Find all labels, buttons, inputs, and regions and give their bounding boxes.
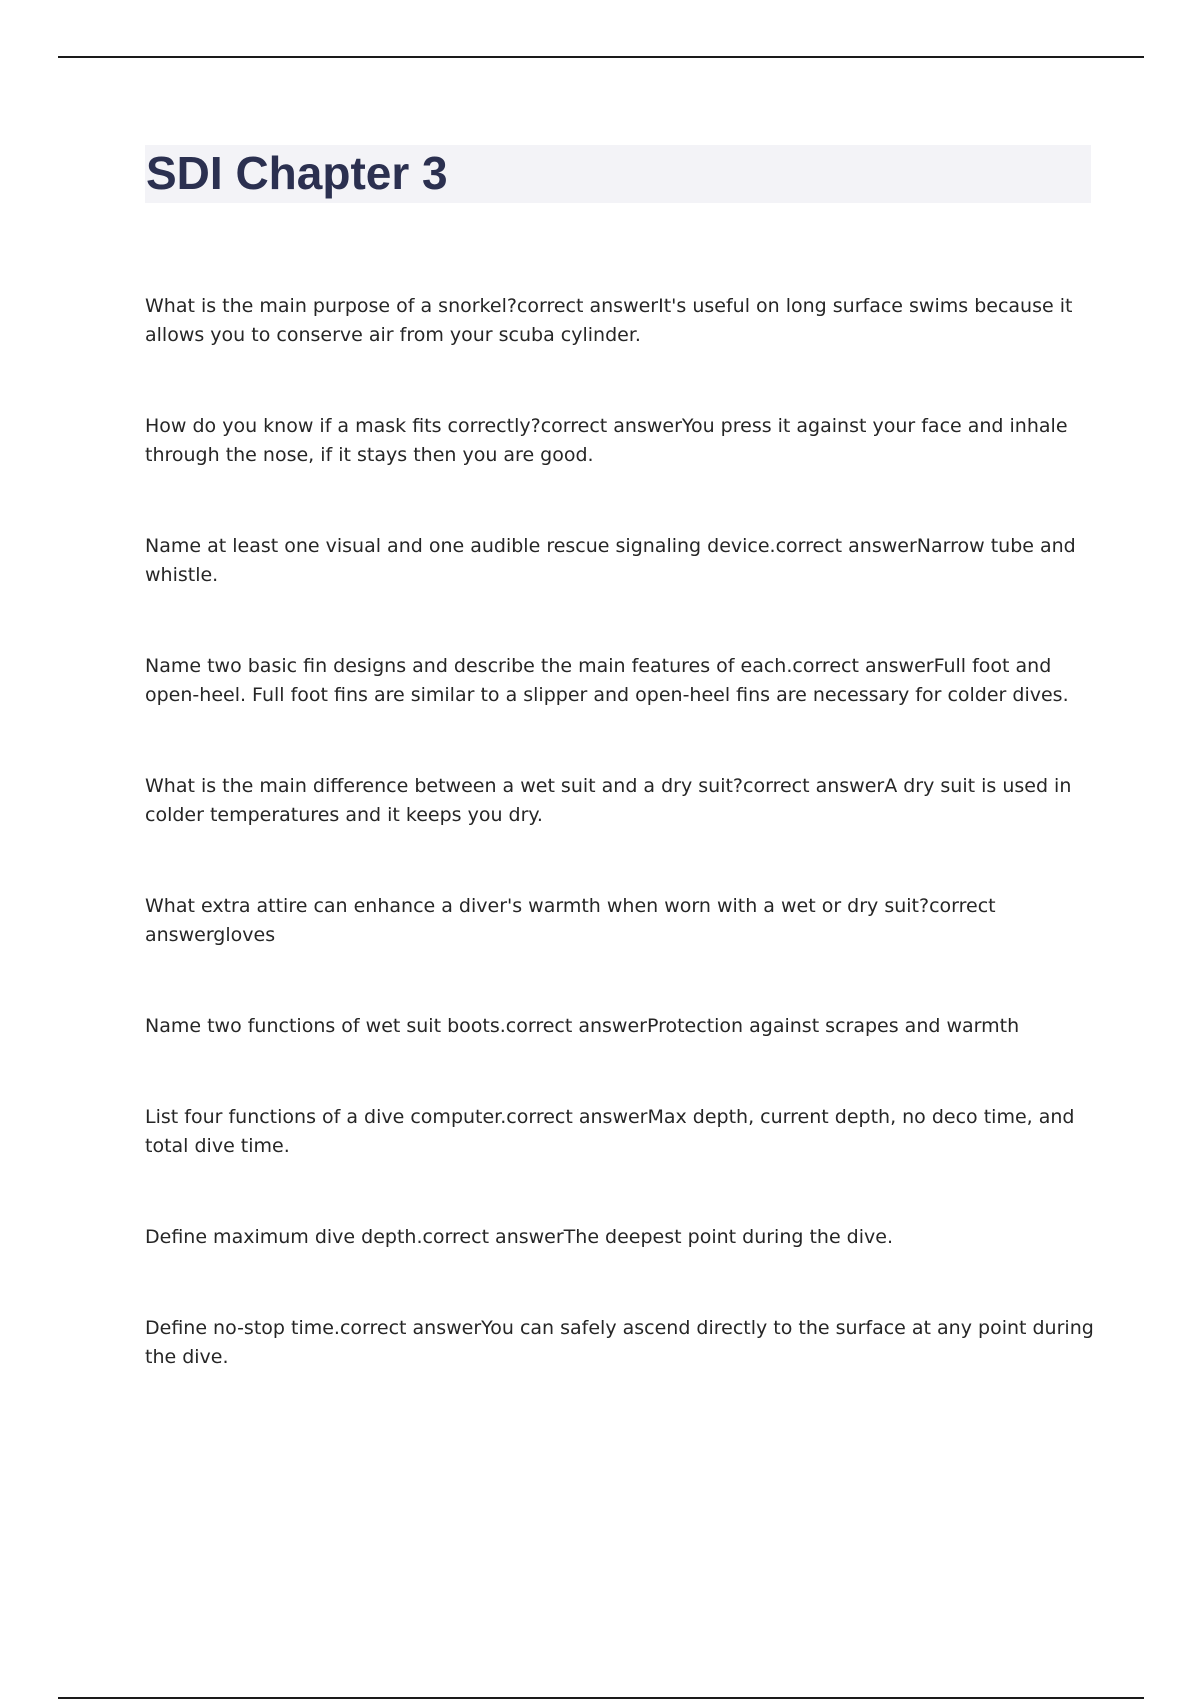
- bottom-rule: [58, 1697, 1144, 1699]
- qa-item: Name two basic fin designs and describe the main features of each.correct answerFull foot and open-heel. Full foot fins are similar to a slipper and open-heel fins are necessary for colder dives.: [145, 655, 1069, 706]
- top-rule: [58, 56, 1144, 58]
- qa-item: List four functions of a dive computer.correct answerMax depth, current depth, no deco time, and total dive time.: [145, 1106, 1075, 1157]
- qa-item: Define maximum dive depth.correct answerThe deepest point during the dive.: [145, 1226, 893, 1248]
- qa-item: What extra attire can enhance a diver's warmth when worn with a wet or dry suit?correct answergloves: [145, 895, 996, 946]
- qa-item: How do you know if a mask fits correctly?correct answerYou press it against your face and inhale through the nose, if it stays then you are good.: [145, 415, 1068, 466]
- qa-item: What is the main purpose of a snorkel?correct answerIt's useful on long surface swims because it allows you to conserve air from your scuba cylinder.: [145, 295, 1073, 346]
- qa-item: Name two functions of wet suit boots.correct answerProtection against scrapes and warmth: [145, 1015, 1020, 1037]
- page-title: SDI Chapter 3: [146, 147, 448, 199]
- qa-item: Name at least one visual and one audible rescue signaling device.correct answerNarrow tube and whistle.: [145, 535, 1076, 586]
- qa-item: What is the main difference between a wet suit and a dry suit?correct answerA dry suit is used in colder temperatures and it keeps you dry.: [145, 775, 1072, 826]
- qa-list: [145, 292, 1095, 1434]
- qa-item: Define no-stop time.correct answerYou can safely ascend directly to the surface at any point during the dive.: [145, 1317, 1094, 1368]
